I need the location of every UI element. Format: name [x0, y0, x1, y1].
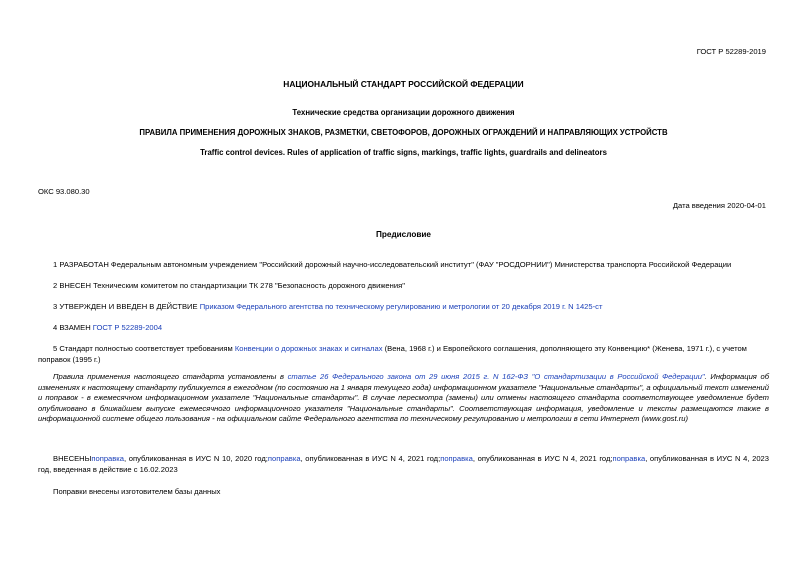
- amendment-link-3[interactable]: поправка: [440, 454, 473, 463]
- subtitle: Технические средства организации дорожного движения: [292, 108, 515, 117]
- preface-item-3: [53, 301, 769, 312]
- application-rules-text-b: . Информация об изменениях к настоящему стандарту публикуется в ежегодном (по состоянию на 1 января текущего года) информационном указателе "Национальные стандарты", а официальный текст изменений и поправок - в ежемесячном информационном указателе "Национальные стандарты". В случае пересмотра (замены) или отмены настоящего стандарта соответствующее уведомление будет опубликовано в ближайшем выпуске ежемесячного информационного указателя "Национальные стандарты". Соответствующая информация, уведомление и тексты размещаются также в информационной системе общего пользования - на официальном сайте Федерального агентства по техническому регулированию и метрологии в сети Интернет (www.gost.ru): [38, 372, 769, 424]
- preface-item-5-text-a: 5 Стандарт полностью соответствует требованиям: [53, 344, 235, 353]
- amendments: [38, 453, 769, 475]
- preface-item-5: [38, 343, 769, 365]
- preface-item-3-text: 3 УТВЕРЖДЕН И ВВЕДЕН В ДЕЙСТВИЕ: [53, 302, 200, 311]
- preface-item-4-text: 4 ВЗАМЕН: [53, 323, 93, 332]
- application-rules-note: [38, 372, 769, 425]
- amendments-label: ВНЕСЕНЫ: [53, 454, 92, 463]
- amendment-link-1[interactable]: поправка: [91, 454, 125, 463]
- approval-order-link[interactable]: Приказом Федерального агентства по техническому регулированию и метрологии от 20 декабря 2019 г. N 1425-ст: [199, 302, 603, 311]
- preface-item-2: 2 ВНЕСЕН Техническим комитетом по стандартизации ТК 278 "Безопасность дорожного движения": [53, 281, 405, 290]
- convention-link[interactable]: Конвенции о дорожных знаках и сигналах: [234, 344, 383, 353]
- federal-law-link[interactable]: статье 26 Федерального закона от 29 июня 2015 г. N 162-ФЗ "О стандартизации в Российской Федерации": [287, 372, 705, 381]
- preface-heading: Предисловие: [376, 230, 431, 239]
- amendment-text-2: , опубликованная в ИУС N 4, 2021 год;: [300, 454, 441, 463]
- doc-id: ГОСТ Р 52289-2019: [696, 47, 766, 56]
- preface-item-1: 1 РАЗРАБОТАН Федеральным автономным учреждением "Российский дорожный научно-исследовательский институт" (ФАУ "РОСДОРНИИ") Министерства транспорта Российской Федерации: [53, 260, 732, 269]
- amendment-text-3: , опубликованная в ИУС N 4, 2021 год;: [472, 454, 613, 463]
- intro-date: Дата введения 2020-04-01: [672, 201, 766, 210]
- amendment-link-2[interactable]: поправка: [267, 454, 301, 463]
- preface-item-4: [53, 322, 769, 333]
- amendment-text-1: , опубликованная в ИУС N 10, 2020 год;: [124, 454, 268, 463]
- corrections-note: Поправки внесены изготовителем базы данных: [53, 487, 221, 496]
- english-title: Traffic control devices. Rules of application of traffic signs, markings, traffic lights, guardrails and delineators: [200, 148, 607, 157]
- main-title: ПРАВИЛА ПРИМЕНЕНИЯ ДОРОЖНЫХ ЗНАКОВ, РАЗМЕТКИ, СВЕТОФОРОВ, ДОРОЖНЫХ ОГРАЖДЕНИЙ И НАПРАВЛЯЮЩИХ УСТРОЙСТВ: [139, 128, 668, 137]
- amendment-text-4: , опубликованная в ИУС N 4, 2023 год, введенная в действие с 16.02.2023: [38, 454, 770, 474]
- oks-code: ОКС 93.080.30: [38, 187, 90, 196]
- amendment-link-4[interactable]: поправка: [612, 454, 646, 463]
- replaced-standard-link[interactable]: ГОСТ Р 52289-2004: [92, 323, 163, 332]
- national-title: НАЦИОНАЛЬНЫЙ СТАНДАРТ РОССИЙСКОЙ ФЕДЕРАЦИИ: [283, 79, 524, 89]
- application-rules-text-a: Правила применения настоящего стандарта установлены в: [53, 372, 288, 381]
- preface-item-5-text-b: (Вена, 1968 г.) и Европейского соглашения, дополняющего эту Конвенцию* (Женева, 1971 г.), с учетом поправок (1995 г.): [38, 344, 747, 364]
